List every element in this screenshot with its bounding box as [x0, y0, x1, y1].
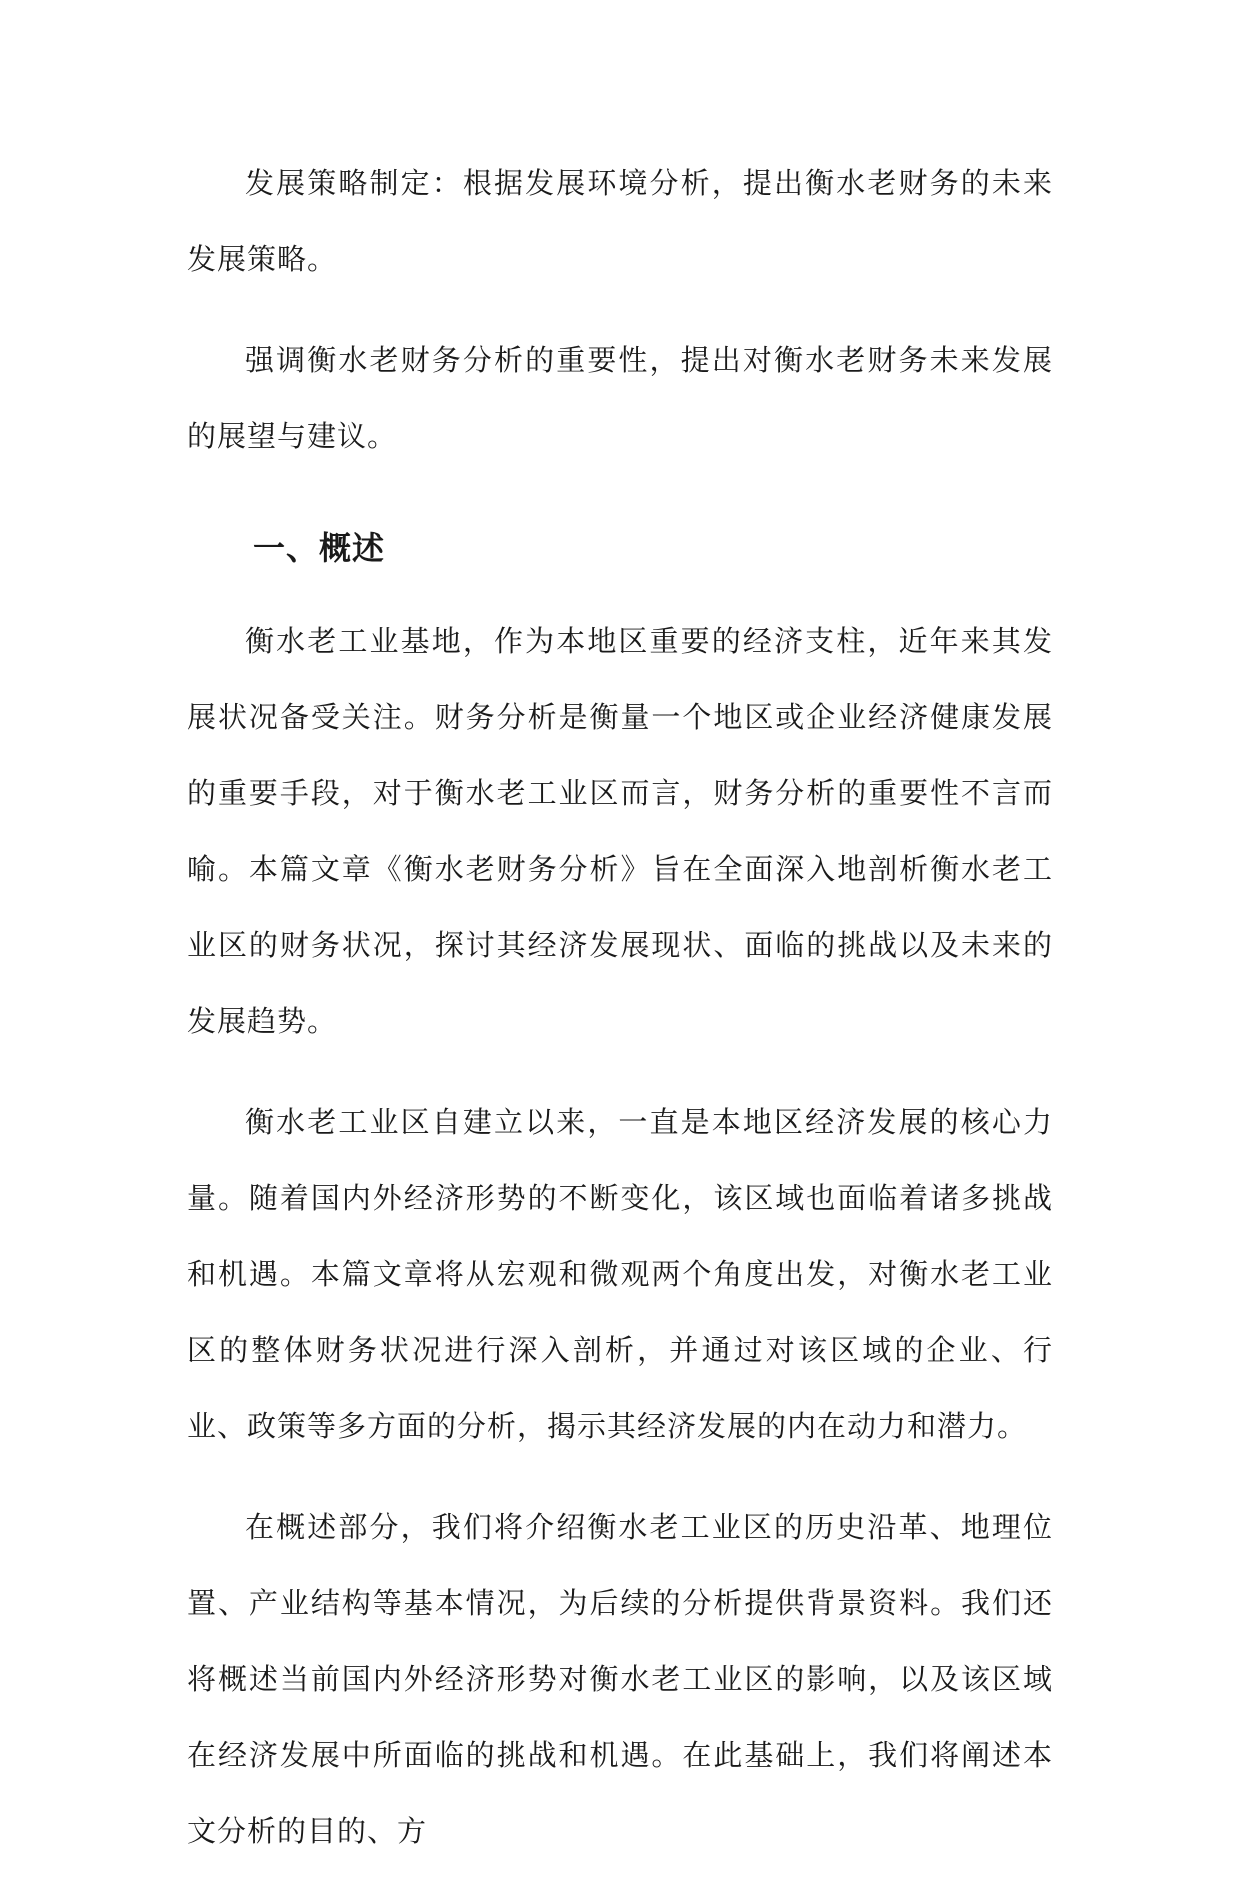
document-body: [187, 145, 1053, 1894]
overview-paragraph-3: 在概述部分，我们将介绍衡水老工业区的历史沿革、地理位置、产业结构等基本情况，为后续的分析提供背景资料。我们还将概述当前国内外经济形势对衡水老工业区的影响，以及该区域在经济发展中所面临的挑战和机遇。在此基础上，我们将阐述本文分析的目的、方: [187, 1510, 1053, 1848]
intro-paragraph-importance: 强调衡水老财务分析的重要性，提出对衡水老财务未来发展的展望与建议。: [187, 343, 1053, 453]
overview-paragraph-2: 衡水老工业区自建立以来，一直是本地区经济发展的核心力量。随着国内外经济形势的不断变化，该区域也面临着诸多挑战和机遇。本篇文章将从宏观和微观两个角度出发，对衡水老工业区的整体财务状况进行深入剖析，并通过对该区域的企业、行业、政策等多方面的分析，揭示其经济发展的内在动力和潜力。: [187, 1105, 1053, 1443]
overview-paragraph-1: 衡水老工业基地，作为本地区重要的经济支柱，近年来其发展状况备受关注。财务分析是衡量一个地区或企业经济健康发展的重要手段，对于衡水老工业区而言，财务分析的重要性不言而喻。本篇文章《衡水老财务分析》旨在全面深入地剖析衡水老工业区的财务状况，探讨其经济发展现状、面临的挑战以及未来的发展趋势。: [187, 624, 1053, 1038]
section-heading-overview: 一、概述: [253, 529, 386, 567]
intro-paragraph-strategy: 发展策略制定：根据发展环境分析，提出衡水老财务的未来发展策略。: [187, 166, 1053, 276]
